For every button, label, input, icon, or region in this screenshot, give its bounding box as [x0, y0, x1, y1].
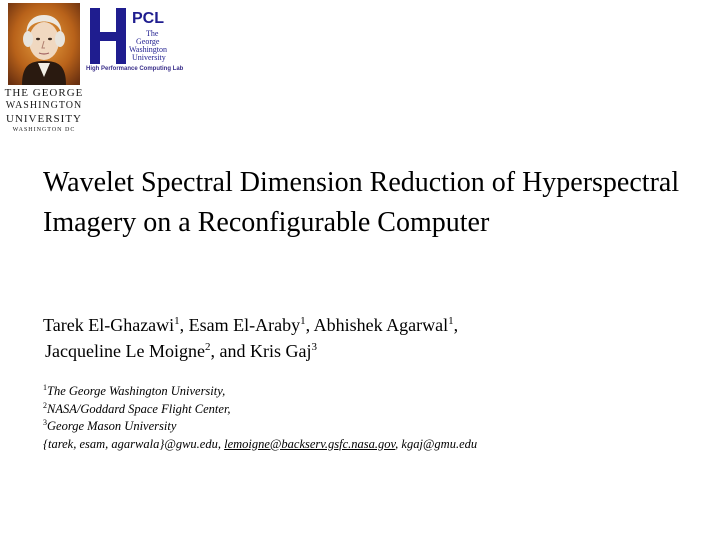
affiliation-text: The George Washington University,	[47, 384, 226, 398]
author-name: Jacqueline Le Moigne	[45, 341, 205, 361]
hpcl-caption: High Performance Computing Lab	[86, 66, 184, 72]
author-name: Esam El-Araby	[188, 315, 301, 335]
affiliation-item	[43, 401, 477, 419]
paper-title: Wavelet Spectral Dimension Reduction of Hyperspectral Imagery on a Reconfigurable Computer	[43, 167, 680, 238]
author-affil-mark: 2	[204, 341, 211, 353]
affiliation-item	[43, 383, 477, 401]
affiliation-mark: 2	[43, 400, 47, 410]
email-line	[43, 436, 477, 454]
gwu-wordmark-line2: WASHINGTON	[5, 100, 83, 111]
author-separator: ,	[305, 315, 314, 335]
affiliation-item	[43, 418, 477, 436]
affiliation-list	[43, 383, 477, 453]
author-affil-mark: 3	[311, 341, 317, 353]
affiliation-mark: 1	[43, 382, 47, 392]
author-affil-mark: 1	[174, 315, 180, 327]
email-suffix: , kgaj@gmu.edu	[395, 436, 478, 451]
gwu-wordmark-line3: UNIVERSITY	[6, 113, 82, 125]
author-affil-mark: 1	[300, 315, 306, 327]
author-separator: ,	[179, 315, 189, 335]
email-prefix: {tarek, esam, agarwala}@gwu.edu,	[43, 436, 225, 451]
email-link[interactable]: lemoigne@backserv.gsfc.nasa.gov	[224, 436, 396, 451]
affiliation-mark: 3	[43, 417, 47, 427]
hpcl-uni-line3: Washington	[129, 45, 168, 54]
author-name: Kris Gaj	[249, 341, 312, 361]
author-name: Tarek El-Ghazawi	[43, 315, 175, 335]
gwu-logo	[4, 3, 84, 137]
hpcl-uni-line2: George	[136, 37, 160, 46]
author-line-1	[43, 312, 458, 338]
author-line-2	[43, 338, 458, 364]
author-name: Abhishek Agarwal	[313, 315, 449, 335]
hpcl-acronym: PCL	[132, 10, 164, 27]
hpcl-uni-line4: University	[132, 53, 166, 62]
gwu-wordmark-line1: THE GEORGE	[4, 87, 84, 99]
author-affil-mark: 1	[448, 315, 454, 327]
hpcl-uni-line1: The	[146, 29, 159, 38]
author-separator: ,	[453, 315, 459, 335]
gwu-wordmark-line4: WASHINGTON DC	[12, 127, 76, 133]
affiliation-text: George Mason University	[47, 419, 177, 433]
author-list	[43, 312, 458, 364]
washington-portrait-icon	[8, 3, 80, 85]
author-separator: , and	[210, 341, 250, 361]
affiliation-text: NASA/Goddard Space Flight Center,	[47, 401, 231, 416]
